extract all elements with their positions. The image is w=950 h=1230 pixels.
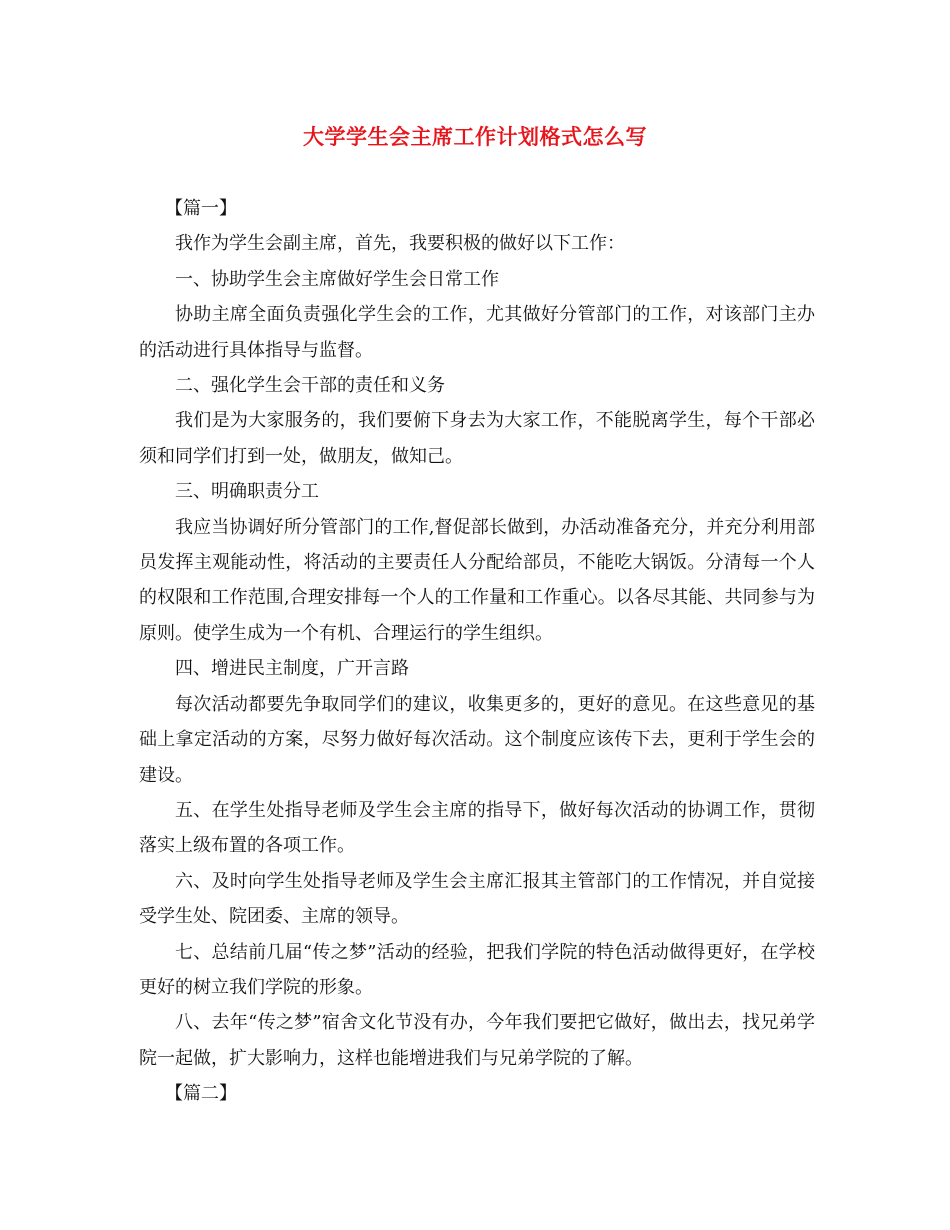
document-title: 大学学生会主席工作计划格式怎么写 <box>303 124 647 149</box>
paragraph-2: 我们是为大家服务的，我们要俯下身去为大家工作，不能脱离学生，每个干部必须和同学们打到一处，做朋友，做知己。 <box>139 410 815 467</box>
item-5: 五、在学生处指导老师及学生会主席的指导下，做好每次活动的协调工作，贯彻落实上级布置的各项工作。 <box>139 799 815 857</box>
paragraph-1: 协助主席全面负责强化学生会的工作，尤其做好分管部门的工作，对该部门主办的活动进行具体指导与监督。 <box>139 304 815 361</box>
paragraph-4: 每次活动都要先争取同学们的建议，收集更多的，更好的意见。在这些意见的基础上拿定活动的方案，尽努力做好每次活动。这个制度应该传下去，更利于学生会的建设。 <box>139 693 815 786</box>
item-heading-3: 三、明确职责分工 <box>175 481 319 503</box>
section-heading-1: 【篇一】 <box>165 198 237 219</box>
document-body <box>139 191 815 1112</box>
item-heading-4: 四、增进民主制度，广开言路 <box>175 658 409 680</box>
paragraph-3: 我应当协调好所分管部门的工作,督促部长做到，办活动准备充分，并充分利用部员发挥主观能动性，将活动的主要责任人分配给部员，不能吃大锅饭。分清每一个人的权限和工作范围,合理安排每一个人的工作量和工作重心。以各尽其能、共同参与为原则。使学生成为一个有机、合理运行的学生组织。 <box>139 516 815 644</box>
item-7: 七、总结前几届“传之梦”活动的经验，把我们学院的特色活动做得更好，在学校更好的树立我们学院的形象。 <box>139 941 815 998</box>
item-8: 八、去年“传之梦”宿舍文化节没有办，今年我们要把它做好，做出去，找兄弟学院一起做，扩大影响力，这样也能增进我们与兄弟学院的了解。 <box>139 1012 815 1069</box>
item-heading-2: 二、强化学生会干部的责任和义务 <box>175 375 445 397</box>
item-heading-1: 一、协助学生会主席做好学生会日常工作 <box>175 268 499 290</box>
paragraph-intro: 我作为学生会副主席，首先，我要积极的做好以下工作： <box>175 233 625 255</box>
section-heading-2: 【篇二】 <box>165 1083 237 1105</box>
item-6: 六、及时向学生处指导老师及学生会主席汇报其主管部门的工作情况，并自觉接受学生处、院团委、主席的领导。 <box>139 870 815 928</box>
